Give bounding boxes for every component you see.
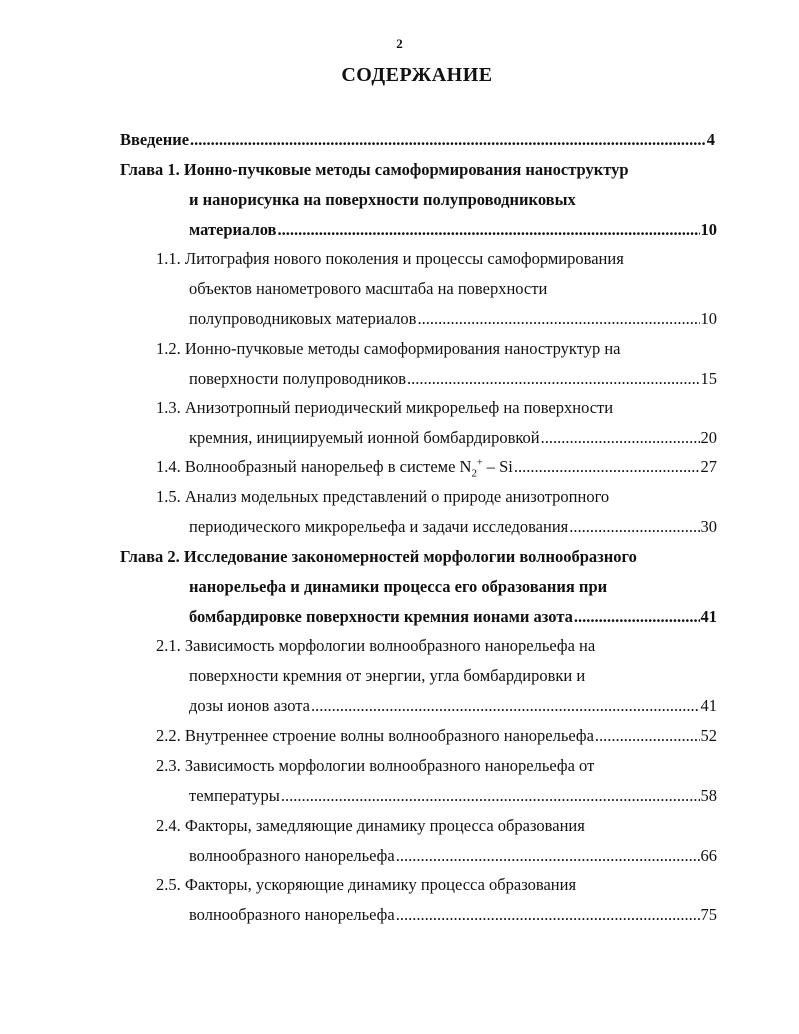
- toc-page-number: 4: [706, 130, 715, 149]
- dot-leader: [311, 696, 700, 716]
- toc-entry-label: 1.2. Ионно-пучковые методы самоформирования наноструктур на: [156, 339, 621, 358]
- toc-section-2-4-line-2[interactable]: [189, 846, 717, 876]
- toc-page-number: 10: [700, 309, 717, 328]
- toc-section-1-2-line-2[interactable]: [189, 369, 717, 399]
- toc-section-1-3-line-2[interactable]: [189, 428, 717, 458]
- toc-entry-label: Глава 1. Ионно-пучковые методы самоформирования наноструктур: [120, 160, 629, 179]
- formula-subscript: 2: [471, 467, 477, 480]
- dot-leader: [569, 517, 699, 537]
- toc-entry-label: 2.1. Зависимость морфологии волнообразного нанорельефа на: [156, 636, 596, 655]
- toc-section-2-5-line-2[interactable]: [189, 905, 717, 935]
- toc-entry-label: дозы ионов азота: [189, 696, 310, 715]
- toc-entry-label: объектов нанометрового масштаба на поверхности: [189, 279, 548, 298]
- toc-page-number: 20: [700, 428, 717, 447]
- toc-entry-label: и нанорисунка на поверхности полупроводниковых: [189, 190, 576, 209]
- toc-page-number: 41: [700, 607, 717, 626]
- toc-chapter-1-line-1[interactable]: [120, 160, 799, 190]
- dot-leader: [396, 905, 700, 925]
- dot-leader: [574, 607, 700, 627]
- dot-leader: [190, 130, 706, 150]
- toc-entry-label: температуры: [189, 786, 280, 805]
- toc-entry-label: 2.4. Факторы, замедляющие динамику процесса образования: [156, 816, 585, 835]
- toc-entry-label: поверхности кремния от энергии, угла бомбардировки и: [189, 666, 586, 685]
- toc-section-1-1-line-2: [189, 279, 799, 309]
- toc-entry-label: нанорельефа и динамики процесса его образования при: [189, 577, 608, 596]
- dot-leader: [417, 309, 699, 329]
- toc-entry-label: 1.5. Анализ модельных представлений о природе анизотропного: [156, 487, 610, 506]
- dot-leader: [541, 428, 700, 448]
- toc-section-1-3[interactable]: [156, 398, 799, 428]
- toc-entry-label: Глава 2. Исследование закономерностей морфологии волнообразного: [120, 547, 637, 566]
- toc-section-2-3[interactable]: [156, 756, 799, 786]
- toc-chapter-2-line-2: [189, 577, 799, 607]
- formula-prefix: 1.4. Волнообразный нанорельеф в системе N: [156, 457, 472, 476]
- toc-entry-label: 2.3. Зависимость морфологии волнообразного нанорельефа от: [156, 756, 595, 775]
- toc-section-2-1-line-2: [189, 666, 799, 696]
- toc-entry-label: 2.2. Внутреннее строение волны волнообразного нанорельефа: [156, 726, 594, 745]
- toc-section-2-1-line-3[interactable]: [189, 696, 717, 726]
- toc-entry-label: полупроводниковых материалов: [189, 309, 417, 328]
- page-title: СОДЕРЖАНИЕ: [341, 64, 493, 86]
- toc-entry-label: [156, 457, 513, 479]
- toc-section-1-5[interactable]: [156, 487, 799, 517]
- toc-chapter-2-line-1[interactable]: [120, 547, 799, 577]
- formula-superscript: +: [476, 457, 483, 469]
- dot-leader: [396, 846, 700, 866]
- toc-page-number: 66: [700, 846, 717, 865]
- toc-page-number: 15: [700, 369, 717, 388]
- toc-section-1-1[interactable]: [156, 249, 799, 279]
- toc-section-2-1[interactable]: [156, 636, 799, 666]
- toc-entry-label: волнообразного нанорельефа: [189, 905, 395, 924]
- toc-section-2-5[interactable]: [156, 875, 799, 905]
- toc-page-number: 75: [700, 905, 717, 924]
- toc-entry-label: 2.5. Факторы, ускоряющие динамику процесса образования: [156, 875, 577, 894]
- toc-page-number: 30: [700, 517, 717, 536]
- toc-entry-label: кремния, инициируемый ионной бомбардировкой: [189, 428, 540, 447]
- toc-entry-label: Введение: [120, 130, 190, 149]
- dot-leader: [595, 726, 700, 746]
- toc-section-1-1-line-3[interactable]: [189, 309, 717, 339]
- toc-page-number: 41: [700, 696, 717, 715]
- toc-page-number: 10: [700, 220, 717, 239]
- toc-section-1-5-line-2[interactable]: [189, 517, 717, 547]
- dot-leader: [407, 369, 700, 389]
- toc-entry-label: материалов: [189, 220, 277, 239]
- toc-chapter-1-line-2: [189, 190, 799, 220]
- dot-leader: [277, 220, 699, 240]
- toc-section-2-4[interactable]: [156, 816, 799, 846]
- toc-entry-label: периодического микрорельефа и задачи исследования: [189, 517, 569, 536]
- page-number: 2: [396, 36, 403, 51]
- toc-entry-label: бомбардировке поверхности кремния ионами азота: [189, 607, 573, 626]
- toc-section-1-4[interactable]: [156, 457, 717, 487]
- toc-chapter-2-line-3[interactable]: [189, 607, 717, 637]
- toc-entry-label: 1.1. Литография нового поколения и процессы самоформирования: [156, 249, 624, 268]
- toc-page-number: 27: [700, 457, 717, 476]
- toc-entry-label: 1.3. Анизотропный периодический микрорельеф на поверхности: [156, 398, 614, 417]
- formula-suffix: – Si: [482, 457, 513, 476]
- toc-chapter-1-line-3[interactable]: [189, 220, 717, 250]
- toc-section-2-3-line-2[interactable]: [189, 786, 717, 816]
- toc-entry-label: волнообразного нанорельефа: [189, 846, 395, 865]
- toc-entry-label: поверхности полупроводников: [189, 369, 406, 388]
- dot-leader: [281, 786, 700, 806]
- toc-page-number: 58: [700, 786, 717, 805]
- toc-section-2-2[interactable]: [156, 726, 717, 756]
- toc-entry-intro[interactable]: [120, 130, 715, 160]
- toc-section-1-2[interactable]: [156, 339, 799, 369]
- dot-leader: [514, 457, 700, 477]
- toc-page-number: 52: [700, 726, 717, 745]
